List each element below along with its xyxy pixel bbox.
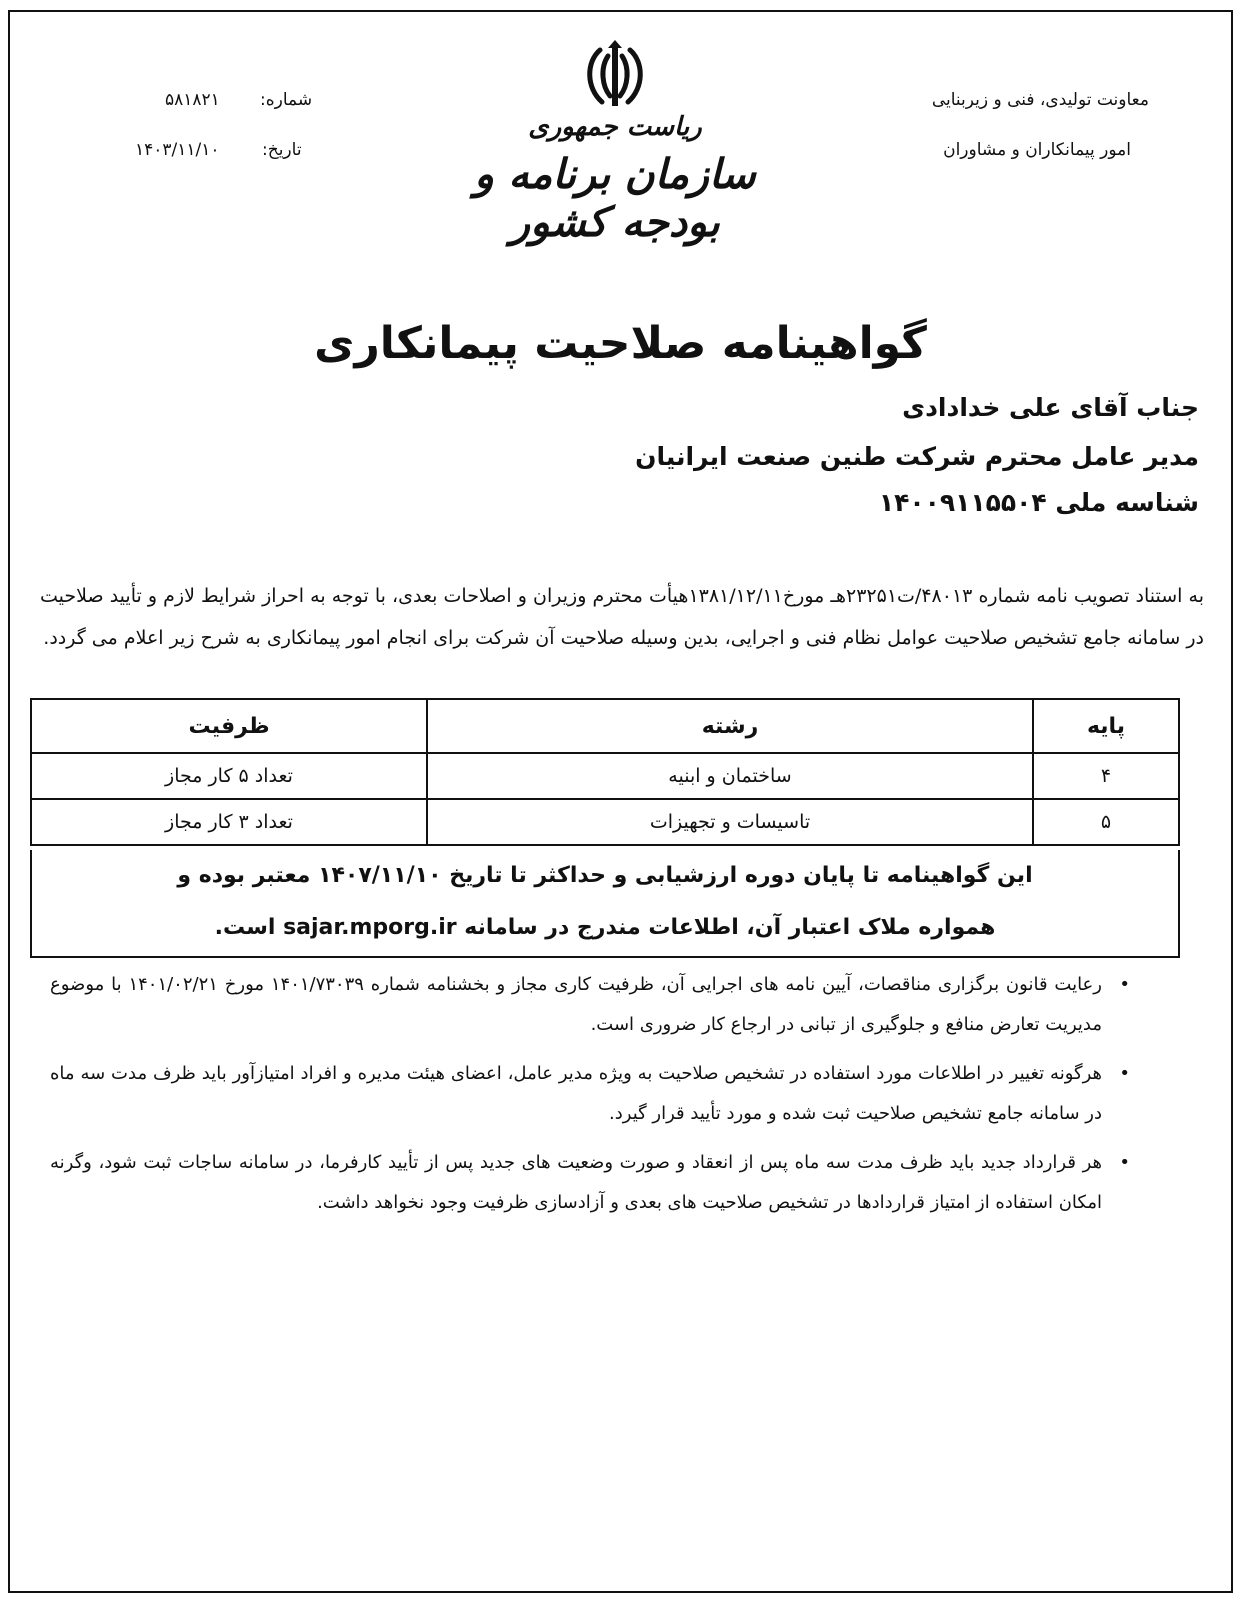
qualification-table: [30, 698, 1180, 846]
number-value: ۵۸۱۸۲۱: [165, 90, 220, 110]
row-field: تاسیسات و تجهیزات: [427, 799, 1033, 845]
validity-line-2: همواره ملاک اعتبار آن، اطلاعات مندرج در سامانه sajar.mporg.ir است.: [214, 915, 996, 940]
number-label: شماره:: [260, 90, 313, 110]
date-label: تاریخ:: [262, 140, 302, 160]
national-id: شناسه ملی ۱۴۰۰۹۱۱۵۵۰۴: [878, 488, 1199, 517]
department-line-1: معاونت تولیدی، فنی و زیربنایی: [931, 90, 1149, 110]
list-item: [50, 1143, 1130, 1223]
row-field: ساختمان و ابنیه: [427, 753, 1033, 799]
org-name: سازمان برنامه و بودجه کشور: [474, 150, 756, 246]
header-field: رشته: [427, 699, 1033, 753]
list-item: [50, 965, 1130, 1045]
table-row: [31, 799, 1179, 845]
bullet-dot: •: [1119, 974, 1130, 995]
table-row: [31, 753, 1179, 799]
note-text: هرگونه تغییر در اطلاعات مورد استفاده در تشخیص صلاحیت به ویژه مدیر عامل، اعضای هیئت مدیره و افراد امتیازآور باید ظرف مدت سه ماه در سامانه جامع تشخیص صلاحیت ثبت شده و مورد تأیید قرار گیرد.: [50, 1063, 1102, 1124]
row-grade: ۴: [1033, 753, 1179, 799]
recipient-position: مدیر عامل محترم شرکت طنین صنعت ایرانیان: [635, 442, 1199, 471]
date-value: ۱۴۰۳/۱۱/۱۰: [135, 140, 220, 160]
notes-list: [50, 965, 1130, 1232]
bullet-dot: •: [1119, 1152, 1130, 1173]
recipient-name: جناب آقای علی خدادادی: [902, 393, 1199, 422]
row-grade: ۵: [1033, 799, 1179, 845]
department-line-2: امور پیمانکاران و مشاوران: [943, 140, 1131, 160]
note-text: هر قرارداد جدید باید ظرف مدت سه ماه پس از انعقاد و صورت وضعیت های جدید پس از تأیید کارفرما، در سامانه ساجات ثبت شود، وگرنه امکان استفاده از امتیاز قراردادها در تشخیص صلاحیت های بعدی و آزادسازی ظرفیت وجود نخواهد داشت.: [50, 1152, 1102, 1213]
validity-line-1: این گواهینامه تا پایان دوره ارزشیابی و حداکثر تا تاریخ ۱۴۰۷/۱۱/۱۰ معتبر بوده و: [177, 863, 1033, 888]
row-capacity: تعداد ۵ کار مجاز: [31, 753, 427, 799]
note-text: رعایت قانون برگزاری مناقصات، آیین نامه های اجرایی آن، ظرفیت کاری مجاز و بخشنامه شماره ۱۴۰۱/۷۳۰۳۹ مورخ ۱۴۰۱/۰۲/۲۱ با موضوع مدیریت تعارض منافع و جلوگیری از تبانی در ارجاع کار ضروری است.: [50, 974, 1102, 1035]
header-capacity: ظرفیت: [31, 699, 427, 753]
certificate-title: گواهینامه صلاحیت پیمانکاری: [314, 318, 927, 369]
header-grade: پایه: [1033, 699, 1179, 753]
validity-box: [30, 850, 1180, 958]
row-capacity: تعداد ۳ کار مجاز: [31, 799, 427, 845]
table-header-row: [31, 699, 1179, 753]
bullet-dot: •: [1119, 1063, 1130, 1084]
list-item: [50, 1054, 1130, 1134]
intro-paragraph: به استناد تصویب نامه شماره ۴۸۰۱۳/ت۲۳۲۵۱هـ مورخ۱۳۸۱/۱۲/۱۱هیأت محترم وزیران و اصلاحات بعدی، با توجه به احراز شرایط لازم و تأیید صلاحیت در سامانه جامع تشخیص صلاحیت عوامل نظام فنی و اجرایی، بدین وسیله صلاحیت آن شرکت برای انجام امور پیمانکاری به شرح زیر اعلام می گردد.: [40, 585, 1204, 649]
org-presidency: ریاست جمهوری: [528, 112, 702, 142]
iran-emblem-icon: [578, 40, 652, 112]
